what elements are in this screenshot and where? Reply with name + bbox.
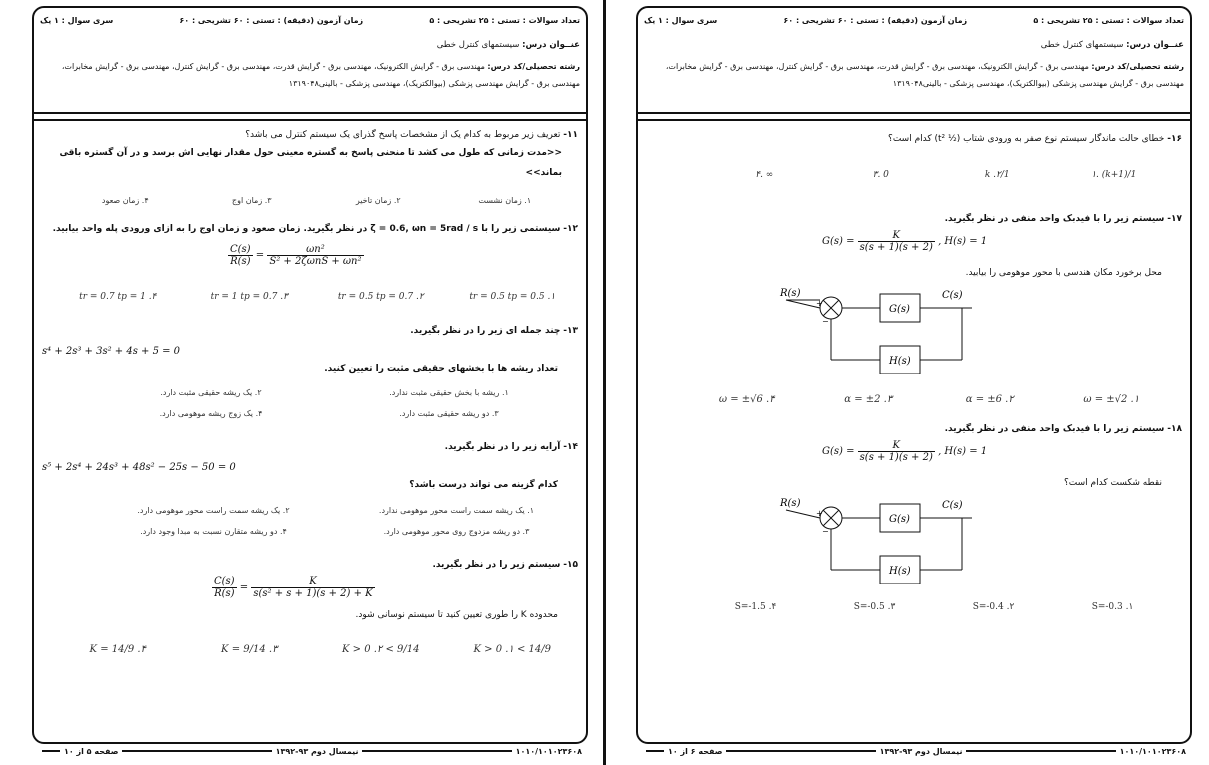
diagram-input-label: R(s) [780,498,801,509]
question-14: ۱۴- آرایه زیر را در نظر بگیرید. [444,442,578,452]
option-1[interactable]: tr = 0.5 tp = 0.5 .۱ [469,292,556,302]
q14-options [92,506,578,536]
course-field: رشته تحصیلی/کد درس: مهندسی برق - گرایش الکترونیک، مهندسی برق - گرایش قدرت، مهندسی برق - گرایش کنترل، مهندسی برق - گرایش مخابرات، مهندسی برق - گرایش مهندسی پزشکی (بیوالکتریک)، مهندسی پزشکی - بالینی۱۳۱۹۰۴۸ [665,62,1184,88]
page-divider [603,0,606,765]
q12-options [52,292,578,302]
q17-block-diagram [776,284,976,374]
q17-options [686,394,1172,405]
diagram-input-label: R(s) [780,288,801,299]
semester-label: نیمسال دوم ۹۳-۱۳۹۲ [879,746,963,756]
option-3[interactable]: S=-0.5 .۳ [853,602,896,612]
q11-options [62,196,568,205]
svg-text:G(s): G(s) [889,514,910,525]
q14-polynomial: s⁵ + 2s⁴ + 24s³ + 48s² − 25s − 50 = 0 [42,462,236,473]
option-3[interactable]: ۳. دو ریشه حقیقی مثبت دارد. [399,409,499,418]
option-2[interactable]: ۲. یک ریشه حقیقی مثبت دارد. [160,388,262,397]
option-2[interactable]: α = ±6 .۲ [965,394,1014,405]
option-2[interactable]: tr = 0.5 tp = 0.7 .۲ [337,292,424,302]
header-separator [638,112,1190,121]
q12-transfer-function: $\frac{C(s)}{R(s)}$ = $\frac{\text{ωn²}}{\text{S² + 2ζωnS + ωn²}}$ [230,244,362,267]
question-13: ۱۳- چند جمله ای زیر را در نظر بگیرید. [410,326,578,336]
option-4[interactable]: ۴. دو ریشه متقارن نسبت به مبدا وجود دارد. [140,527,287,536]
option-3[interactable]: K = 9/14 .۳ [221,644,278,655]
q13-subquestion: تعداد ریشه ها با بخشهای حقیقی مثبت را تعیین کنید. [324,364,558,374]
semester-label: نیمسال دوم ۹۳-۱۳۹۲ [275,746,359,756]
page-footer [38,744,582,758]
option-3[interactable]: 0 .۳ [872,170,889,180]
svg-text:G(s): G(s) [889,304,910,315]
page-footer [642,744,1186,758]
q18-subquestion: نقطه شکست کدام است؟ [1064,478,1162,488]
q15-transfer-function: $\frac{C(s)}{R(s)}$ = $\frac{K}{\text{s(s² + s + 1)(s + 2) + K}}$ [214,576,373,599]
svg-text:+: + [816,509,823,518]
svg-text:−: − [822,317,829,326]
question-12: ۱۲- سیستمی زیر را با ζ = 0.6, ωn = 5rad / s در نظر بگیرید. زمان صعود و زمان اوج را به ازای ورودی پله واحد بیابید. [52,224,578,234]
course-code: ۱۰۱۰/۱۰۱۰۲۳۶۰۸ [1119,746,1186,756]
svg-text:H(s): H(s) [889,356,911,367]
option-4[interactable]: K = 14/9 .۴ [89,644,146,655]
header-separator [34,112,586,121]
question-count: تعداد سوالات : تستی : ۲۵ تشریحی : ۵ [1033,16,1184,25]
diagram-output-label: C(s) [942,290,963,301]
option-3[interactable]: ۳. دو ریشه مزدوج روی محور موهومی دارد. [383,527,530,536]
page-number: صفحه ۵ از ۱۰ [63,746,119,756]
option-4[interactable]: ∞ .۴ [755,170,774,180]
question-17: ۱۷- سیستم زیر را با فیدبک واحد منفی در نظر بگیرید. [944,214,1182,224]
option-1[interactable]: S=-0.3 .۱ [1091,602,1134,612]
q15-subquestion: محدوده K را طوری تعیین کنید تا سیستم نوسانی شود. [355,610,558,620]
svg-text:+: + [816,299,823,308]
option-1[interactable]: ۱. ریشه با بخش حقیقی مثبت ندارد. [389,388,509,397]
option-2[interactable]: S=-0.4 .۲ [972,602,1015,612]
q15-options [52,644,578,655]
option-1[interactable]: 1/(1+k) .۱ [1091,170,1137,180]
option-2[interactable]: 1/k .۲ [984,170,1010,180]
q17-subquestion: محل برخورد مکان هندسی با محور موهومی را بیابید. [965,268,1162,278]
question-11: ۱۱- تعریف زیر مربوط به کدام یک از مشخصات پاسخ گذرای یک سیستم کنترل می باشد؟ [245,130,578,140]
q13-polynomial: s⁴ + 2s³ + 3s² + 4s + 5 = 0 [42,346,181,357]
option-4[interactable]: ۴. زمان صعود [101,196,149,205]
option-3[interactable]: tr = 1 tp = 0.7 .۳ [210,292,288,302]
question-15: ۱۵- سیستم زیر را در نظر بگیرید. [432,560,578,570]
q14-subquestion: کدام گزینه می تواند درست باشد؟ [409,480,558,490]
q18-options [696,602,1172,612]
q18-block-diagram [776,494,976,584]
exam-header-top [644,16,1184,25]
q17-plant-equation: G(s) = $\frac{K}{s(s + 1)(s + 2)}$ , H(s) = 1 [822,230,988,253]
option-1[interactable]: ۱. یک ریشه سمت راست محور موهومی ندارد. [378,506,535,515]
course-code: ۱۰۱۰/۱۰۱۰۲۳۶۰۸ [515,746,582,756]
question-count: تعداد سوالات : تستی : ۲۵ تشریحی : ۵ [429,16,580,25]
question-series: سری سوال : ۱ یک [644,16,718,25]
option-2[interactable]: ۲. زمان تاخیر [355,196,401,205]
question-16: ۱۶- خطای حالت ماندگار سیستم نوع صفر به ورودی شتاب (½ t²) کدام است؟ [888,134,1182,144]
q13-options [92,388,568,418]
exam-header-top [40,16,580,25]
course-title: عنــوان درس: سیستمهای کنترل خطی [436,40,580,50]
option-1[interactable]: ω = ±√2 .۱ [1083,394,1140,405]
option-4[interactable]: tr = 0.7 tp = 1 .۴ [79,292,157,302]
exam-page-left [32,6,588,758]
option-4[interactable]: S=-1.5 .۴ [734,602,777,612]
exam-page-right [636,6,1192,758]
option-3[interactable]: ۳. زمان اوج [231,196,272,205]
option-4[interactable]: ۴. یک زوج ریشه موهومی دارد. [159,409,263,418]
option-1[interactable]: 14/9 > K > 0 .۱ [473,644,552,655]
page-frame [636,6,1192,744]
q16-options [706,170,1172,180]
question-series: سری سوال : ۱ یک [40,16,114,25]
exam-time: زمان آزمون (دقیقه) : تستی : ۶۰ تشریحی : ۶۰ [783,16,968,25]
q11-quote-line1: <<مدت زمانی که طول می کشد تا منحنی پاسخ به گستره معینی حول مقدار نهایی اش برسد و در آن گستره باقی [59,148,562,158]
option-2[interactable]: ۲. یک ریشه سمت راست محور موهومی دارد. [137,506,290,515]
question-18: ۱۸- سیستم زیر را با فیدبک واحد منفی در نظر بگیرید. [944,424,1182,434]
q11-quote-line2: بماند>> [525,168,562,178]
exam-time: زمان آزمون (دقیقه) : تستی : ۶۰ تشریحی : ۶۰ [179,16,364,25]
page-frame [32,6,588,744]
page-number: صفحه ۶ از ۱۰ [667,746,723,756]
course-title: عنــوان درس: سیستمهای کنترل خطی [1040,40,1184,50]
course-field: رشته تحصیلی/کد درس: مهندسی برق - گرایش الکترونیک، مهندسی برق - گرایش قدرت، مهندسی برق - گرایش کنترل، مهندسی برق - گرایش مخابرات، مهندسی برق - گرایش مهندسی پزشکی (بیوالکتریک)، مهندسی پزشکی - بالینی۱۳۱۹۰۴۸ [61,62,580,88]
option-3[interactable]: α = ±2 .۳ [844,394,893,405]
option-1[interactable]: ۱. زمان نشست [478,196,532,205]
q18-plant-equation: G(s) = $\frac{K}{s(s + 1)(s + 2)}$ , H(s) = 1 [822,440,988,463]
svg-text:H(s): H(s) [889,566,911,577]
option-2[interactable]: 9/14 > K > 0 .۲ [341,644,420,655]
option-4[interactable]: ω = ±√6 .۴ [718,394,775,405]
svg-text:−: − [822,527,829,536]
diagram-output-label: C(s) [942,500,963,511]
